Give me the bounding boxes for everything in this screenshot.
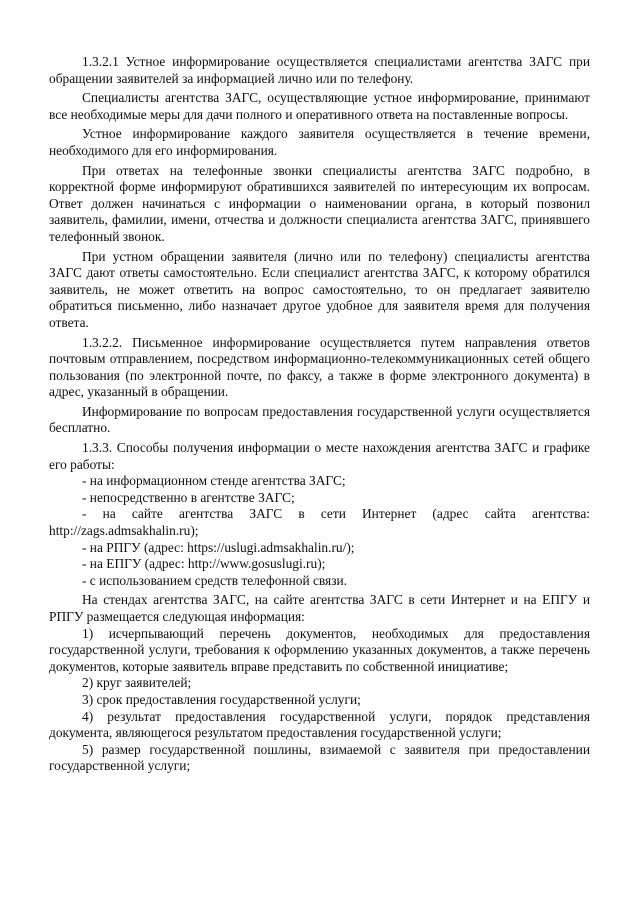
paragraph: Устное информирование каждого заявителя осуществляется в течение времени, необходимого для его информирования. [49,126,590,158]
paragraph: При ответах на телефонные звонки специалисты агентства ЗАГС подробно, в корректной форме информируют обратившихся заявителей по интересующим их вопросам. Ответ должен начинаться с информации о наименовании органа, в который позвонил заявитель, фамилии, имени, отчества и должности специалиста агентства ЗАГС, принявшего телефонный звонок. [49,162,590,244]
paragraph: Специалисты агентства ЗАГС, осуществляющие устное информирование, принимают все необходимые меры для дачи полного и оперативного ответа на поставленные вопросы. [49,90,590,122]
paragraph: Информирование по вопросам предоставления государственной услуги осуществляется бесплатно. [49,403,590,436]
list-item: - на ЕПГУ (адрес: http://www.gosuslugi.ru); [82,556,326,572]
list-item: 4) результат предоставления государственной услуги, порядок представления документа, являющегося результатом предоставления государственной услуги; [49,708,590,741]
list-item: 2) круг заявителей; [82,675,192,691]
list-item: 1) исчерпывающий перечень документов, необходимых для предоставления государственной услуги, требования к оформлению указанных документов, а также перечень документов, которые заявитель вправе представить по собственной инициативе; [49,625,590,674]
list-item: - на РПГУ (адрес: https://uslugi.admsakhalin.ru/); [82,539,355,555]
paragraph: 1.3.3. Способы получения информации о месте нахождения агентства ЗАГС и графике его работы: [49,440,590,472]
paragraph: При устном обращении заявителя (лично или по телефону) специалисты агентства ЗАГС дают ответы самостоятельно. Если специалист агентства ЗАГС, к которому обратился заявитель, не может ответить на вопрос самостоятельно, то он предлагает заявителю обратиться письменно, либо назначает другое удобное для заявителя время для получения ответа. [49,248,590,330]
list-item: - с использованием средств телефонной связи. [82,572,348,588]
paragraph: На стендах агентства ЗАГС, на сайте агентства ЗАГС в сети Интернет и на ЕПГУ и РПГУ размещается следующая информация: [49,592,590,624]
list-item: - непосредственно в агентстве ЗАГС; [82,489,295,505]
paragraph: 1.3.2.1 Устное информирование осуществляется специалистами агентства ЗАГС при обращении заявителей за информацией лично или по телефону. [49,54,590,86]
list-item: - на сайте агентства ЗАГС в сети Интернет (адрес сайта агентства: http://zags.admsakhalin.ru); [49,506,590,539]
paragraph: 1.3.2.2. Письменное информирование осуществляется путем направления ответов почтовым отправлением, посредством информационно-телекоммуникационных сетей общего пользования (по электронной почте, по факсу, а также в форме электронного документа) в адрес, указанный в обращении. [49,334,590,400]
list-item: 5) размер государственной пошлины, взимаемой с заявителя при предоставлении государственной услуги; [49,741,590,774]
document-body [49,54,590,775]
list-item: - на информационном стенде агентства ЗАГС; [82,473,346,489]
list-item: 3) срок предоставления государственной услуги; [82,691,361,707]
